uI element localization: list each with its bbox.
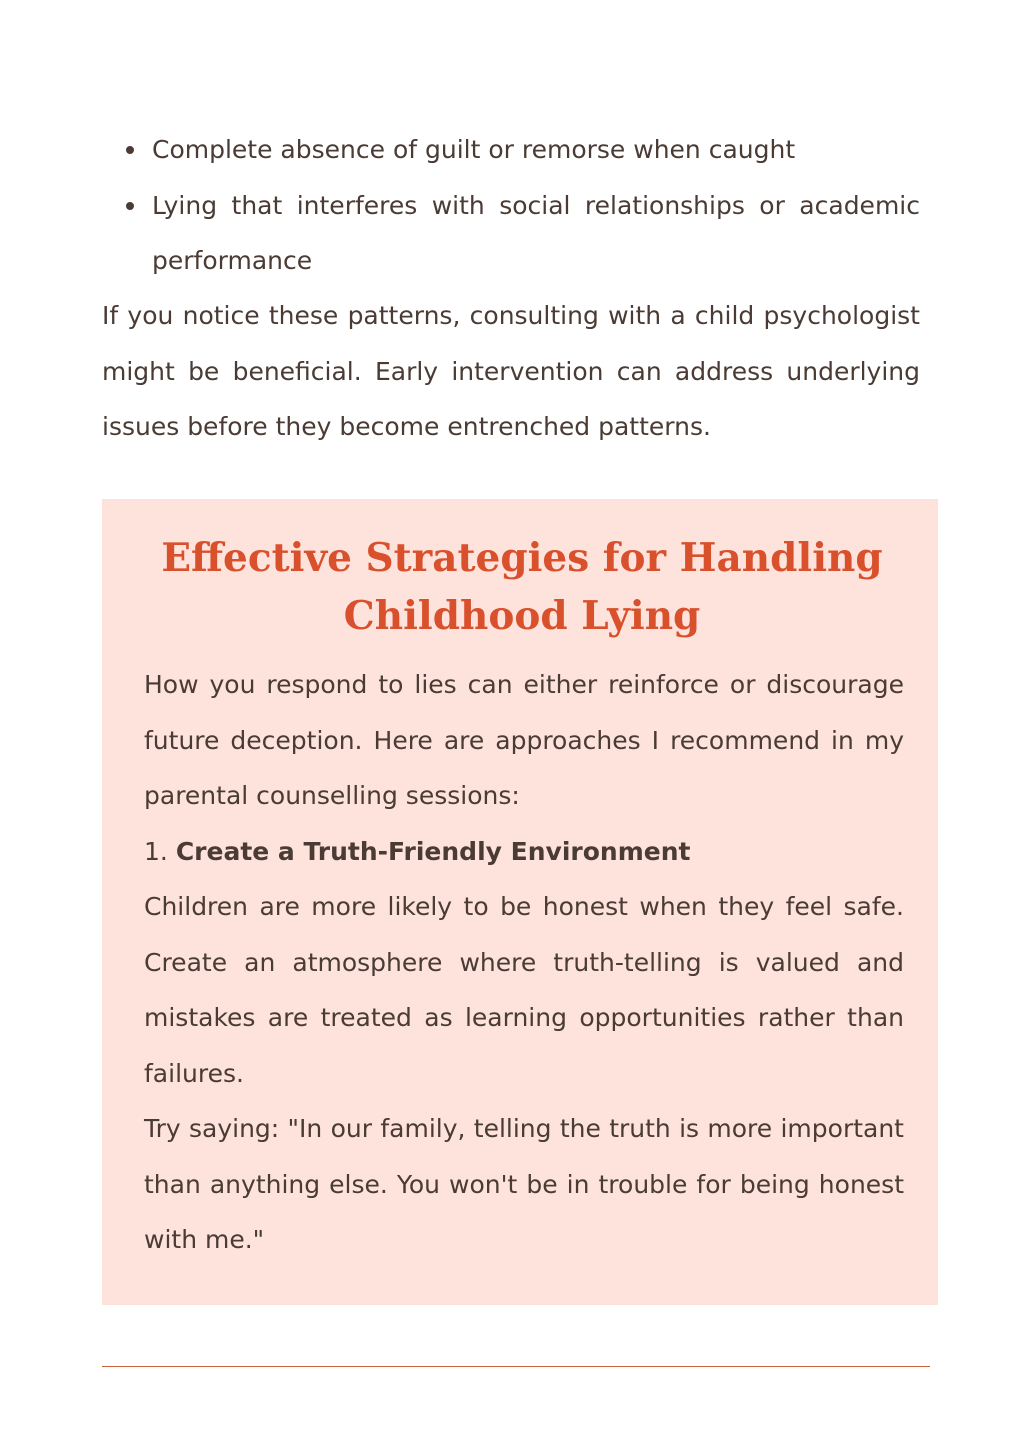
- strategies-callout: [102, 499, 938, 1305]
- intro-paragraph: If you notice these patterns, consulting with a child psychologist might be beneficial. Early intervention can address underlying issues before they become entrenched patterns.: [102, 301, 920, 441]
- strategy-heading: [144, 824, 904, 880]
- section-intro: How you respond to lies can either reinforce or discourage future deception. Here are approaches I recommend in my parental counselling sessions:: [144, 670, 904, 810]
- list-item: Complete absence of guilt or remorse when caught: [102, 122, 920, 178]
- section-title: Effective Strategies for Handling Childhood Lying: [161, 535, 883, 639]
- strategy-description: Children are more likely to be honest when they feel safe. Create an atmosphere where truth-telling is valued and mistakes are treated as learning opportunities rather than failures.: [144, 892, 904, 1088]
- strategy-number: 1.: [144, 836, 168, 866]
- footer-divider: [102, 1366, 930, 1367]
- strategy-example: Try saying: "In our family, telling the truth is more important than anything else. You won't be in trouble for being honest with me.": [144, 1114, 904, 1254]
- section-body: [144, 657, 904, 1268]
- warning-signs-list: [102, 122, 920, 289]
- strategy-title: Create a Truth-Friendly Environment: [175, 836, 691, 866]
- list-item: Lying that interferes with social relationships or academic performance: [102, 178, 920, 289]
